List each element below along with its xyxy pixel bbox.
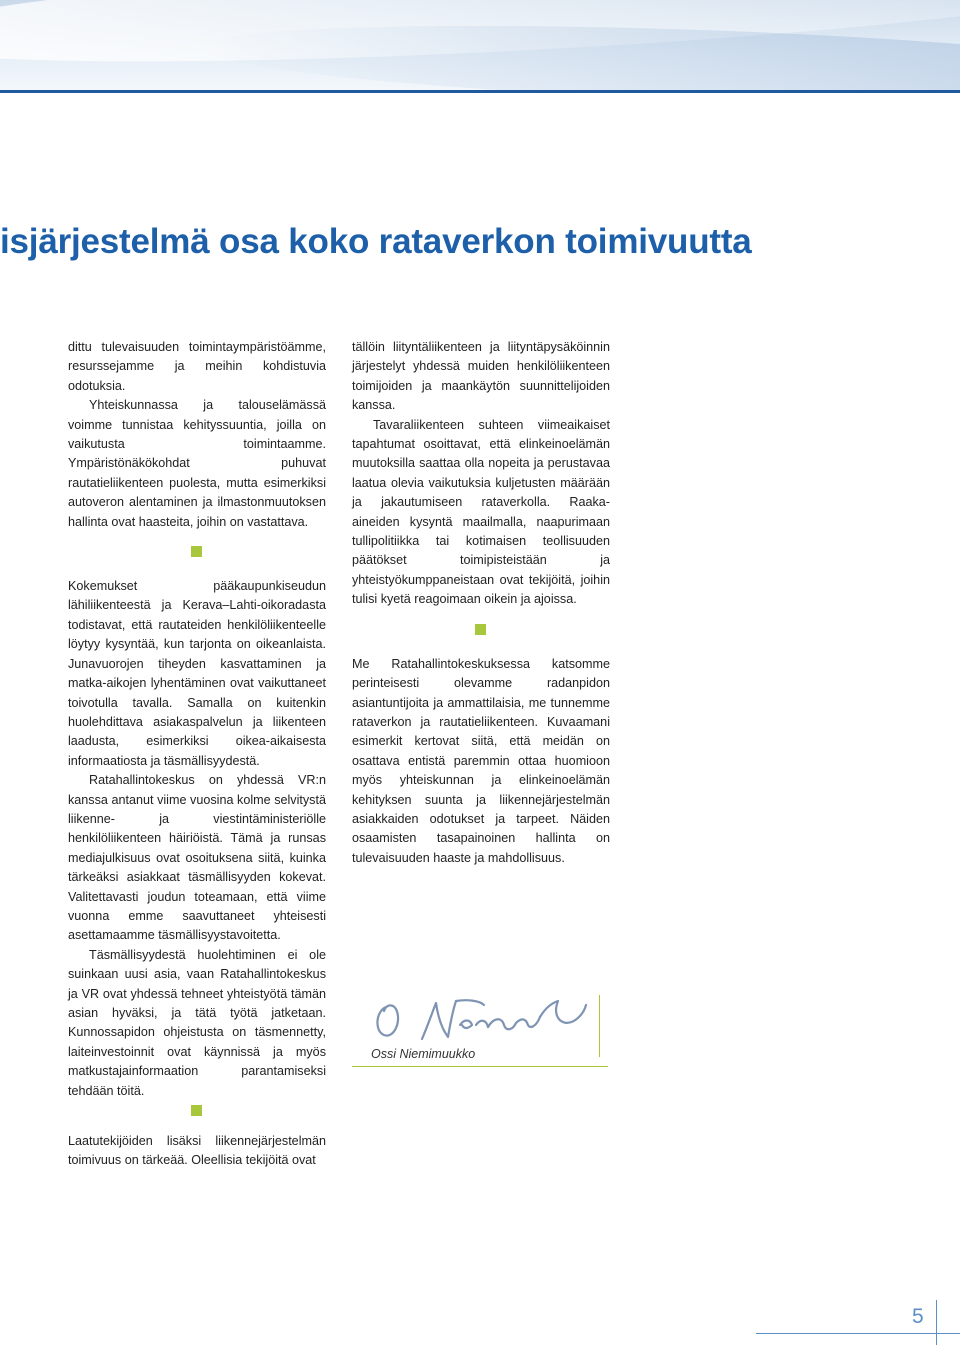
page-headline: isjärjestelmä osa koko rataverkon toimivuutta xyxy=(0,222,752,261)
section-marker-square xyxy=(191,1105,202,1116)
signature-name: Ossi Niemimuukko xyxy=(371,1047,476,1061)
page-number-horizontal-rule xyxy=(756,1333,960,1334)
left-paragraph-5: Täsmällisyydestä huolehtiminen ei ole suinkaan uusi asia, vaan Ratahallintokeskus ja VR ovat yhdessä tehneet yhteistyötä tämän asian hyväksi, ja tätä työtä jatketaan. Kunnossapidon ohjeistusta on täsmennetty, laiteinvestoinnit ovat käynnissä ja myös matkustajainformaation parantamiseksi tehdään töitä. xyxy=(68,947,326,1098)
header-decoration-band xyxy=(0,0,960,92)
signature-horizontal-rule xyxy=(352,1066,608,1067)
left-paragraph-1: dittu tulevaisuuden toimintaympäristöämme, resurssejamme ja meihin kohdistuvia odotuksia. xyxy=(68,340,326,393)
signature-vertical-rule xyxy=(599,995,600,1057)
left-column-continued xyxy=(68,1132,326,1171)
right-paragraph-2: Tavaraliikenteen suhteen viimeaikaiset tapahtumat osoittavat, että elinkeinoelämän muutoksilla saattaa olla nopeita ja perustavaa laatua olevia vaikutuksia kuljetusten määrään ja jakautumiseen rataverkolla. Raaka-aineiden kysyntä maailmalla, naapurimaan tullipolitiikka tai kotimaisen teollisuuden päätökset toimipisteistään ja yhteistyökumppaneistaan ovat tekijöitä, joihin tulisi kyetä reagoimaan oikein ja ajoissa. xyxy=(352,417,610,607)
page-number: 5 xyxy=(912,1305,924,1328)
right-paragraph-1: tällöin liityntäliikenteen ja liityntäpysäköinnin järjestelyt yhdessä muiden henkilöliikenteen toimijoiden ja maankäytön suunnittelijoiden kanssa. xyxy=(352,340,610,413)
left-paragraph-6: Laatutekijöiden lisäksi liikennejärjestelmän toimivuus on tärkeää. Oleellisia tekijöitä ovat xyxy=(68,1134,326,1168)
left-paragraph-4: Ratahallintokeskus on yhdessä VR:n kanssa antanut viime vuosina kolme selvitystä liikenne- ja viestintäministeriölle henkilöliikenteen häiriöistä. Tämä ja runsas mediajulkisuus ovat osoituksena siitä, kuinka tärkeäksi asiakkaat täsmällisyyden kokevat. Valitettavasti joudun toteamaan, että viime vuonna emme saavuttaneet yhteisesti asettamaamme täsmällisyystavoitetta. xyxy=(68,773,326,943)
header-rule xyxy=(0,90,960,93)
signature-block xyxy=(352,995,612,1075)
page-number-vertical-rule xyxy=(936,1300,937,1345)
left-paragraph-2: Yhteiskunnassa ja talouselämässä voimme tunnistaa kehityssuuntia, joilla on vaikutusta toimintaamme. Ympäristönäkökohdat puhuvat rautatieliikenteen puolesta, mutta esimerkiksi autoveron alentaminen ja ilmastonmuutoksen hallinta ovat haasteita, joihin on vastattava. xyxy=(68,398,326,529)
left-column xyxy=(68,338,326,1101)
right-column xyxy=(352,338,610,868)
section-marker-square xyxy=(475,624,486,635)
left-paragraph-3: Kokemukset pääkaupunkiseudun lähiliikenteestä ja Kerava–Lahti-oikoradasta todistavat, että rautateiden henkilöliikenteelle löytyy kysyntää, kun tarjonta on oikeanlaista. Junavuorojen tiheyden kasvattaminen ja matka-aikojen lyhentäminen ovat vaikuttaneet toivotulla tavalla. Samalla on kuitenkin huolehdittava asiakaspalvelun ja liikenteen laadusta, esimerkiksi oikea-aikaisesta informaatiosta ja täsmällisyydestä. xyxy=(68,579,326,768)
right-paragraph-3: Me Ratahallintokeskuksessa katsomme perinteisesti olevamme radanpidon asiantuntijoita ja ammattilaisia, me tunnemme rataverkon ja rautatieliikenteen. Kuvaamani esimerkit kertovat siitä, että meidän on osattava entistä paremmin ottaa huomioon myös yhteiskunnan ja elinkeinoelämän kehityksen suunta ja liikennejärjestelmän asiakkaiden odotukset ja tarpeet. Näiden osaamisten tasapainoinen hallinta on tulevaisuuden haaste ja mahdollisuus. xyxy=(352,656,610,865)
section-marker-square xyxy=(191,546,202,557)
handwritten-signature-image xyxy=(372,995,592,1045)
